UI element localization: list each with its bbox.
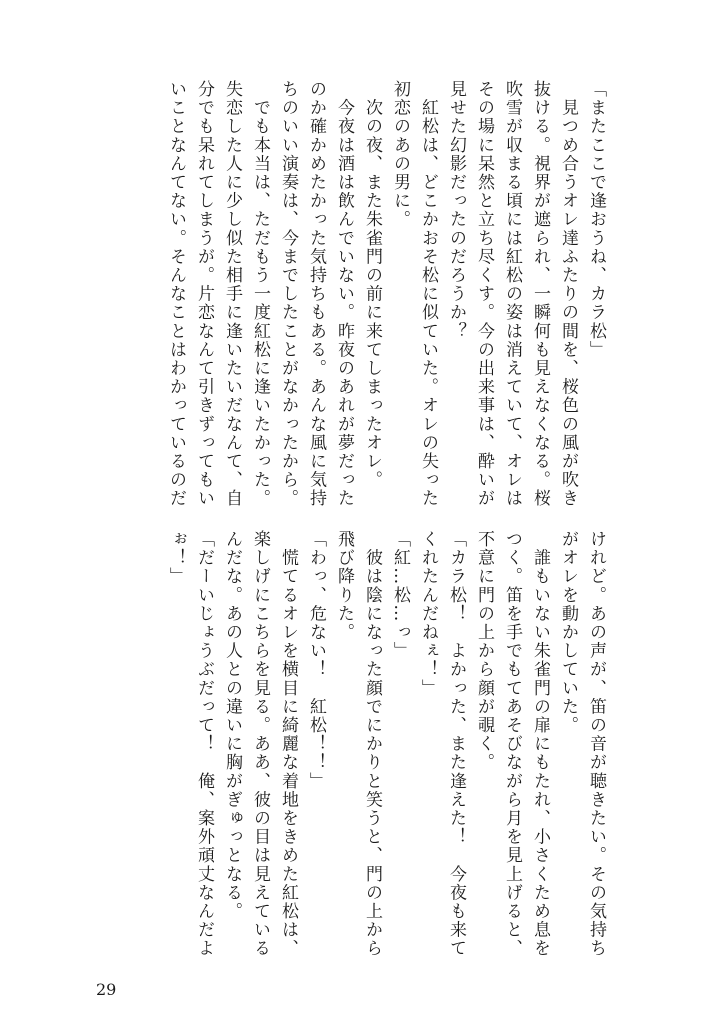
text-line: くれたんだねぇ！」: [418, 530, 438, 698]
text-line: んだな。あの人との違いに胸がぎゅっとなる。: [222, 530, 242, 921]
text-line: 誰もいない朱雀門の扉にもたれ、小さくため息を: [530, 530, 550, 958]
text-line: がオレを動かしていた。: [558, 530, 578, 735]
text-line: 彼は陰になった顔でにかりと笑うと、門の上から: [362, 530, 382, 958]
text-line: 慌てるオレを横目に綺麗な着地をきめた紅松は、: [278, 530, 298, 958]
text-line: 「またここで逢おうね、カラ松」: [586, 80, 606, 359]
text-line: いことなんてない。そんなことはわかっているのだ: [166, 80, 186, 508]
text-line: 見せた幻影だったのだろうか？: [446, 80, 466, 341]
text-line: 飛び降りた。: [334, 530, 354, 642]
text-line: 不意に門の上から顔が覗く。: [474, 530, 494, 772]
text-line: 「だーいじょうぶだって！ 俺、案外頑丈なんだよ: [194, 530, 214, 958]
text-line: ちのいい演奏は、今までしたことがなかったから。: [278, 80, 298, 508]
text-line: 「紅…松…っ」: [390, 530, 410, 661]
text-line: 「わっ、危ない！ 紅松！！」: [306, 530, 326, 791]
text-line: 紅松は、どこかおそ松に似ていた。オレの失った: [418, 80, 438, 508]
text-line: 初恋のあの男に。: [390, 80, 410, 229]
text-line: ぉ！」: [166, 530, 186, 586]
bottom-text-block: [162, 530, 610, 958]
text-line: 次の夜、また朱雀門の前に来てしまったオレ。: [362, 80, 382, 490]
text-line: でも本当は、ただもう一度紅松に逢いたかった。: [250, 80, 270, 508]
top-text-block: [162, 80, 610, 510]
text-line: 今夜は酒は飲んでいない。昨夜のあれが夢だった: [334, 80, 354, 508]
text-line: つく。笛を手でもてあそびながら月を見上げると、: [502, 530, 522, 958]
text-line: 抜ける。視界が遮られ、一瞬何も見えなくなる。桜: [530, 80, 550, 508]
text-line: 分でも呆れてしまうが。片恋なんて引きずってもい: [194, 80, 214, 508]
text-line: 失恋した人に少し似た相手に逢いたいだなんて、自: [222, 80, 242, 508]
text-line: 楽しげにこちらを見る。ああ、彼の目は見えている: [250, 530, 270, 958]
text-line: その場に呆然と立ち尽くす。今の出来事は、酔いが: [474, 80, 494, 508]
text-line: 見つめ合うオレ達ふたりの間を、桜色の風が吹き: [558, 80, 578, 508]
page-number: 29: [96, 980, 117, 999]
text-line: けれど。あの声が、笛の音が聴きたい。その気持ち: [586, 530, 606, 958]
text-line: 吹雪が収まる頃には紅松の姿は消えていて、オレは: [502, 80, 522, 508]
text-line: 「カラ松！ よかった、また逢えた！ 今夜も来て: [446, 530, 466, 958]
text-line: のか確かめたかった気持ちもある。あんな風に気持: [306, 80, 326, 508]
